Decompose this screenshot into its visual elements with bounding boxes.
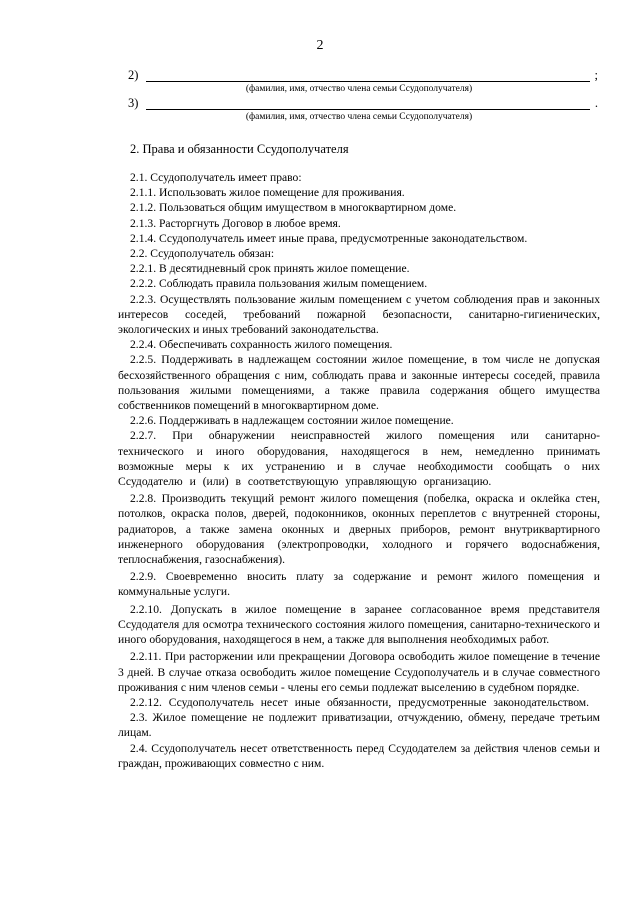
- clause-2-1: 2.1. Ссудополучатель имеет право:: [130, 171, 302, 184]
- family-member-row-3: [118, 96, 600, 112]
- clause-2-4: 2.4. Ссудополучатель несет ответственность перед Ссудодателем за действия членов семьи и граждан, проживающих совместно с ним.: [118, 741, 600, 770]
- clause-2-2-4: 2.2.4. Обеспечивать сохранность жилого помещения.: [130, 338, 393, 352]
- row-end-mark: ;: [594, 68, 598, 82]
- clause-2-2-11: 2.2.11. При расторжении или прекращении Договора освободить жилое помещение в течение 3 дней. В случае отказа освободить жилое помещение Ссудополучатель и в случае совместного проживания с ним членов семьи - члены его семьи подлежат выселению в судебном порядке.: [118, 650, 600, 694]
- family-member-caption: (фамилия, имя, отчество члена семьи Ссудополучателя): [245, 84, 473, 94]
- blank-line: [146, 109, 590, 110]
- clause-2-2-9: 2.2.9. Своевременно вносить плату за содержание и ремонт жилого помещения и коммунальные услуги.: [118, 570, 600, 599]
- clause-2-2-3: 2.2.3. Осуществлять пользование жилым помещением с учетом соблюдения прав и законных интересов соседей, требований пожарной безопасности, санитарно-гигиенических, экологических и иных требований законодательства.: [118, 292, 600, 337]
- family-member-caption: (фамилия, имя, отчество члена семьи Ссудополучателя): [245, 112, 473, 122]
- clause-2-2-10: 2.2.10. Допускать в жилое помещение в заранее согласованное время представителя Ссудодателя для осмотра технического состояния жилого помещения, санитарно-технического и иного оборудования, находящегося в нем, а также для выполнения необходимых работ.: [118, 602, 600, 647]
- clause-2-1-1: 2.1.1. Использовать жилое помещение для проживания.: [130, 186, 405, 200]
- clause-2-2-1: 2.2.1. В десятидневный срок принять жилое помещение.: [130, 262, 410, 276]
- clause-2-1-3: 2.1.3. Расторгнуть Договор в любое время.: [130, 216, 341, 230]
- family-member-row-2: [118, 68, 600, 84]
- clause-2-2: 2.2. Ссудополучатель обязан:: [130, 247, 275, 261]
- clause-2-1-2: 2.1.2. Пользоваться общим имуществом в многоквартирном доме.: [130, 201, 457, 215]
- document-body: [118, 142, 600, 771]
- clause-2-2-6: 2.2.6. Поддерживать в надлежащем состоянии жилое помещение.: [130, 414, 454, 428]
- clause-2-2-5: 2.2.5. Поддерживать в надлежащем состоянии жилое помещение, в том числе не допуская бесхозяйственного обращения с ним, соблюдать права и законные интересы соседей, правила пользования жилыми помещениями, а также правила содержания общего имущества собственников помещений в многоквартирном доме.: [118, 353, 600, 413]
- clause-2-1-4: 2.1.4. Ссудополучатель имеет иные права, предусмотренные законодательством.: [130, 231, 528, 245]
- blank-line: [146, 81, 590, 82]
- row-number: 3): [128, 96, 139, 110]
- clause-2-2-8: 2.2.8. Производить текущий ремонт жилого помещения (побелка, окраска и оклейка стен, потолков, окраска полов, дверей, подоконников, оконных переплетов с внутренней стороны, радиаторов, а также замена оконных и дверных приборов, ремонт внутриквартирного инженерного оборудования (электропроводки, холодного и горячего водоснабжения, теплоснабжения, газоснабжения).: [118, 492, 600, 567]
- row-end-mark: .: [594, 96, 598, 110]
- page-number: 2: [316, 38, 324, 53]
- clause-2-2-2: 2.2.2. Соблюдать правила пользования жилым помещением.: [130, 277, 428, 291]
- section-title: 2. Права и обязанности Ссудополучателя: [130, 142, 349, 156]
- clause-2-3: 2.3. Жилое помещение не подлежит приватизации, отчуждению, обмену, передаче третьим лицам.: [118, 711, 600, 740]
- row-number: 2): [128, 68, 139, 82]
- clause-2-2-7: 2.2.7. При обнаружении неисправностей жилого помещения или санитарно-технического и иного оборудования, находящегося в нем, немедленно принимать возможные меры к их устранению и в случае необходимости сообщать о них Ссудодателю и (или) в соответствующую управляющую организацию.: [118, 429, 600, 489]
- clause-2-2-12: 2.2.12. Ссудополучатель несет иные обязанности, предусмотренные законодательством.: [130, 695, 590, 709]
